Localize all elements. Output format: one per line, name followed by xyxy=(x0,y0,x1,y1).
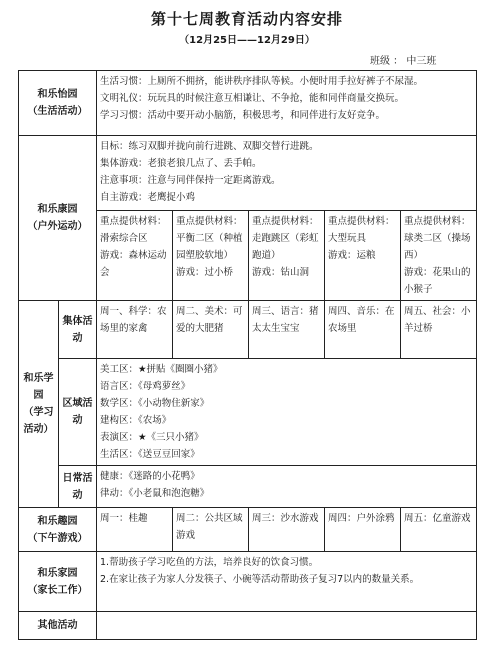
health-day-3-material: 重点提供材料：走跑跳区（彩虹跑道） xyxy=(252,216,319,261)
fun-section-sub: （下午游戏） xyxy=(27,532,88,544)
schedule-table xyxy=(18,70,477,640)
other-content xyxy=(97,612,477,640)
life-section-sub: （生活活动） xyxy=(27,106,88,117)
health-day-5-game: 游戏：花果山的小猴子 xyxy=(404,267,471,295)
health-day-4-game: 游戏：运粮 xyxy=(328,250,376,261)
health-day-1 xyxy=(97,211,173,301)
study-section-header xyxy=(19,301,59,508)
home-content xyxy=(97,552,477,612)
health-row xyxy=(19,136,477,211)
other-row xyxy=(19,612,477,640)
health-day-5-material: 重点提供材料：球类二区（操场西） xyxy=(404,216,471,261)
study-group-day-4: 周四、音乐：在农场里 xyxy=(325,301,401,359)
health-line-4: 自主游戏：老鹰捉小鸡 xyxy=(100,192,196,203)
health-section-header xyxy=(19,136,97,301)
health-day-4-material: 重点提供材料：大型玩具 xyxy=(328,216,395,244)
health-day-3-game: 游戏：钻山洞 xyxy=(252,267,310,278)
study-group-day-1: 周一、科学：农场里的家禽 xyxy=(97,301,173,359)
life-line-3: 学习习惯：活动中要开动小脑筋，积极思考，和同伴进行友好竞争。 xyxy=(100,110,386,121)
health-line-1: 目标：练习双脚并拢向前行进跳、双脚交替行进跳。 xyxy=(100,141,319,152)
fun-day-4: 周四：户外涂鸦 xyxy=(325,508,401,552)
study-area-line-1: 美工区：★拼贴《圈圈小猪》 xyxy=(100,364,223,375)
health-day-2-material: 重点提供材料：平衡二区（种植园塑胶软地） xyxy=(176,216,243,261)
home-line-1: 1.帮助孩子学习吃鱼的方法，培养良好的饮食习惯。 xyxy=(100,557,319,568)
health-day-5 xyxy=(401,211,477,301)
fun-section-header xyxy=(19,508,97,552)
study-area-line-2: 语言区：《母鸡萝丝》 xyxy=(100,381,191,392)
health-day-1-game: 游戏：森林运动会 xyxy=(100,250,167,278)
life-section-name: 和乐怡园 xyxy=(37,89,78,100)
fun-day-2: 周二：公共区域游戏 xyxy=(173,508,249,552)
health-day-2-game: 游戏：过小桥 xyxy=(176,267,234,278)
study-daily-line-1: 健康：《迷路的小花鸭》 xyxy=(100,471,200,482)
study-area-line-3: 数学区：《小动物住新家》 xyxy=(100,398,210,409)
study-area-label: 区域活动 xyxy=(59,359,97,466)
health-day-2 xyxy=(173,211,249,301)
class-label: 班级 ： 中三班 xyxy=(370,56,437,67)
home-line-2: 2.在家让孩子为家人分发筷子、小碗等活动帮助孩子复习7以内的数量关系。 xyxy=(100,574,420,585)
fun-row xyxy=(19,508,477,552)
page-title: 第十七周教育活动内容安排 xyxy=(150,10,343,28)
fun-day-1: 周一：桂趣 xyxy=(97,508,173,552)
study-area-line-5: 表演区：★《三只小猪》 xyxy=(100,432,204,443)
study-group-day-3: 周三、语言：猪太太生宝宝 xyxy=(249,301,325,359)
date-range: （12月25日——12月29日） xyxy=(179,35,315,46)
health-section-sub: （户外运动） xyxy=(27,221,88,232)
life-content xyxy=(97,71,477,136)
home-section-header xyxy=(19,552,97,612)
other-section-header: 其他活动 xyxy=(19,612,97,640)
study-daily-line-2: 律动：《小老鼠和泡泡糖》 xyxy=(100,488,210,499)
study-group-day-2: 周二、美术：可爱的大肥猪 xyxy=(173,301,249,359)
study-section-sub: （学习活动） xyxy=(23,407,54,435)
study-area-line-6: 生活区：《送豆豆回家》 xyxy=(100,449,200,460)
life-line-2: 文明礼仪：玩玩具的时候注意互相谦让、不争抢，能和同伴商量交换玩。 xyxy=(100,93,405,104)
study-section-name: 和乐学园 xyxy=(23,373,54,401)
life-line-1: 生活习惯：上厕所不拥挤，能讲秩序排队等候。小便时用手拉好裤子不尿湿。 xyxy=(100,76,424,87)
health-day-4 xyxy=(325,211,401,301)
study-area-row xyxy=(19,359,477,466)
study-group-label: 集体活动 xyxy=(59,301,97,359)
fun-section-name: 和乐趣园 xyxy=(37,515,78,527)
health-day-1-material: 重点提供材料：滑索综合区 xyxy=(100,216,167,244)
study-group-row xyxy=(19,301,477,359)
health-line-3: 注意事项：注意与同伴保持一定距离游戏。 xyxy=(100,175,281,186)
life-section-header xyxy=(19,71,97,136)
study-area-content xyxy=(97,359,477,466)
study-daily-row xyxy=(19,466,477,508)
home-section-name: 和乐家园 xyxy=(37,567,78,579)
health-day-3 xyxy=(249,211,325,301)
health-section-name: 和乐康园 xyxy=(37,204,78,215)
fun-day-3: 周三：沙水游戏 xyxy=(249,508,325,552)
study-group-day-5: 周五、社会：小羊过桥 xyxy=(401,301,477,359)
study-daily-label: 日常活动 xyxy=(59,466,97,508)
fun-day-5: 周五：亿童游戏 xyxy=(401,508,477,552)
home-row xyxy=(19,552,477,612)
study-area-line-4: 建构区：《农场》 xyxy=(100,415,172,426)
health-line-2: 集体游戏：老狼老狼几点了、丢手帕。 xyxy=(100,158,262,169)
home-section-sub: （家长工作） xyxy=(27,584,88,596)
study-daily-content xyxy=(97,466,477,508)
life-row xyxy=(19,71,477,136)
health-content xyxy=(97,136,477,211)
